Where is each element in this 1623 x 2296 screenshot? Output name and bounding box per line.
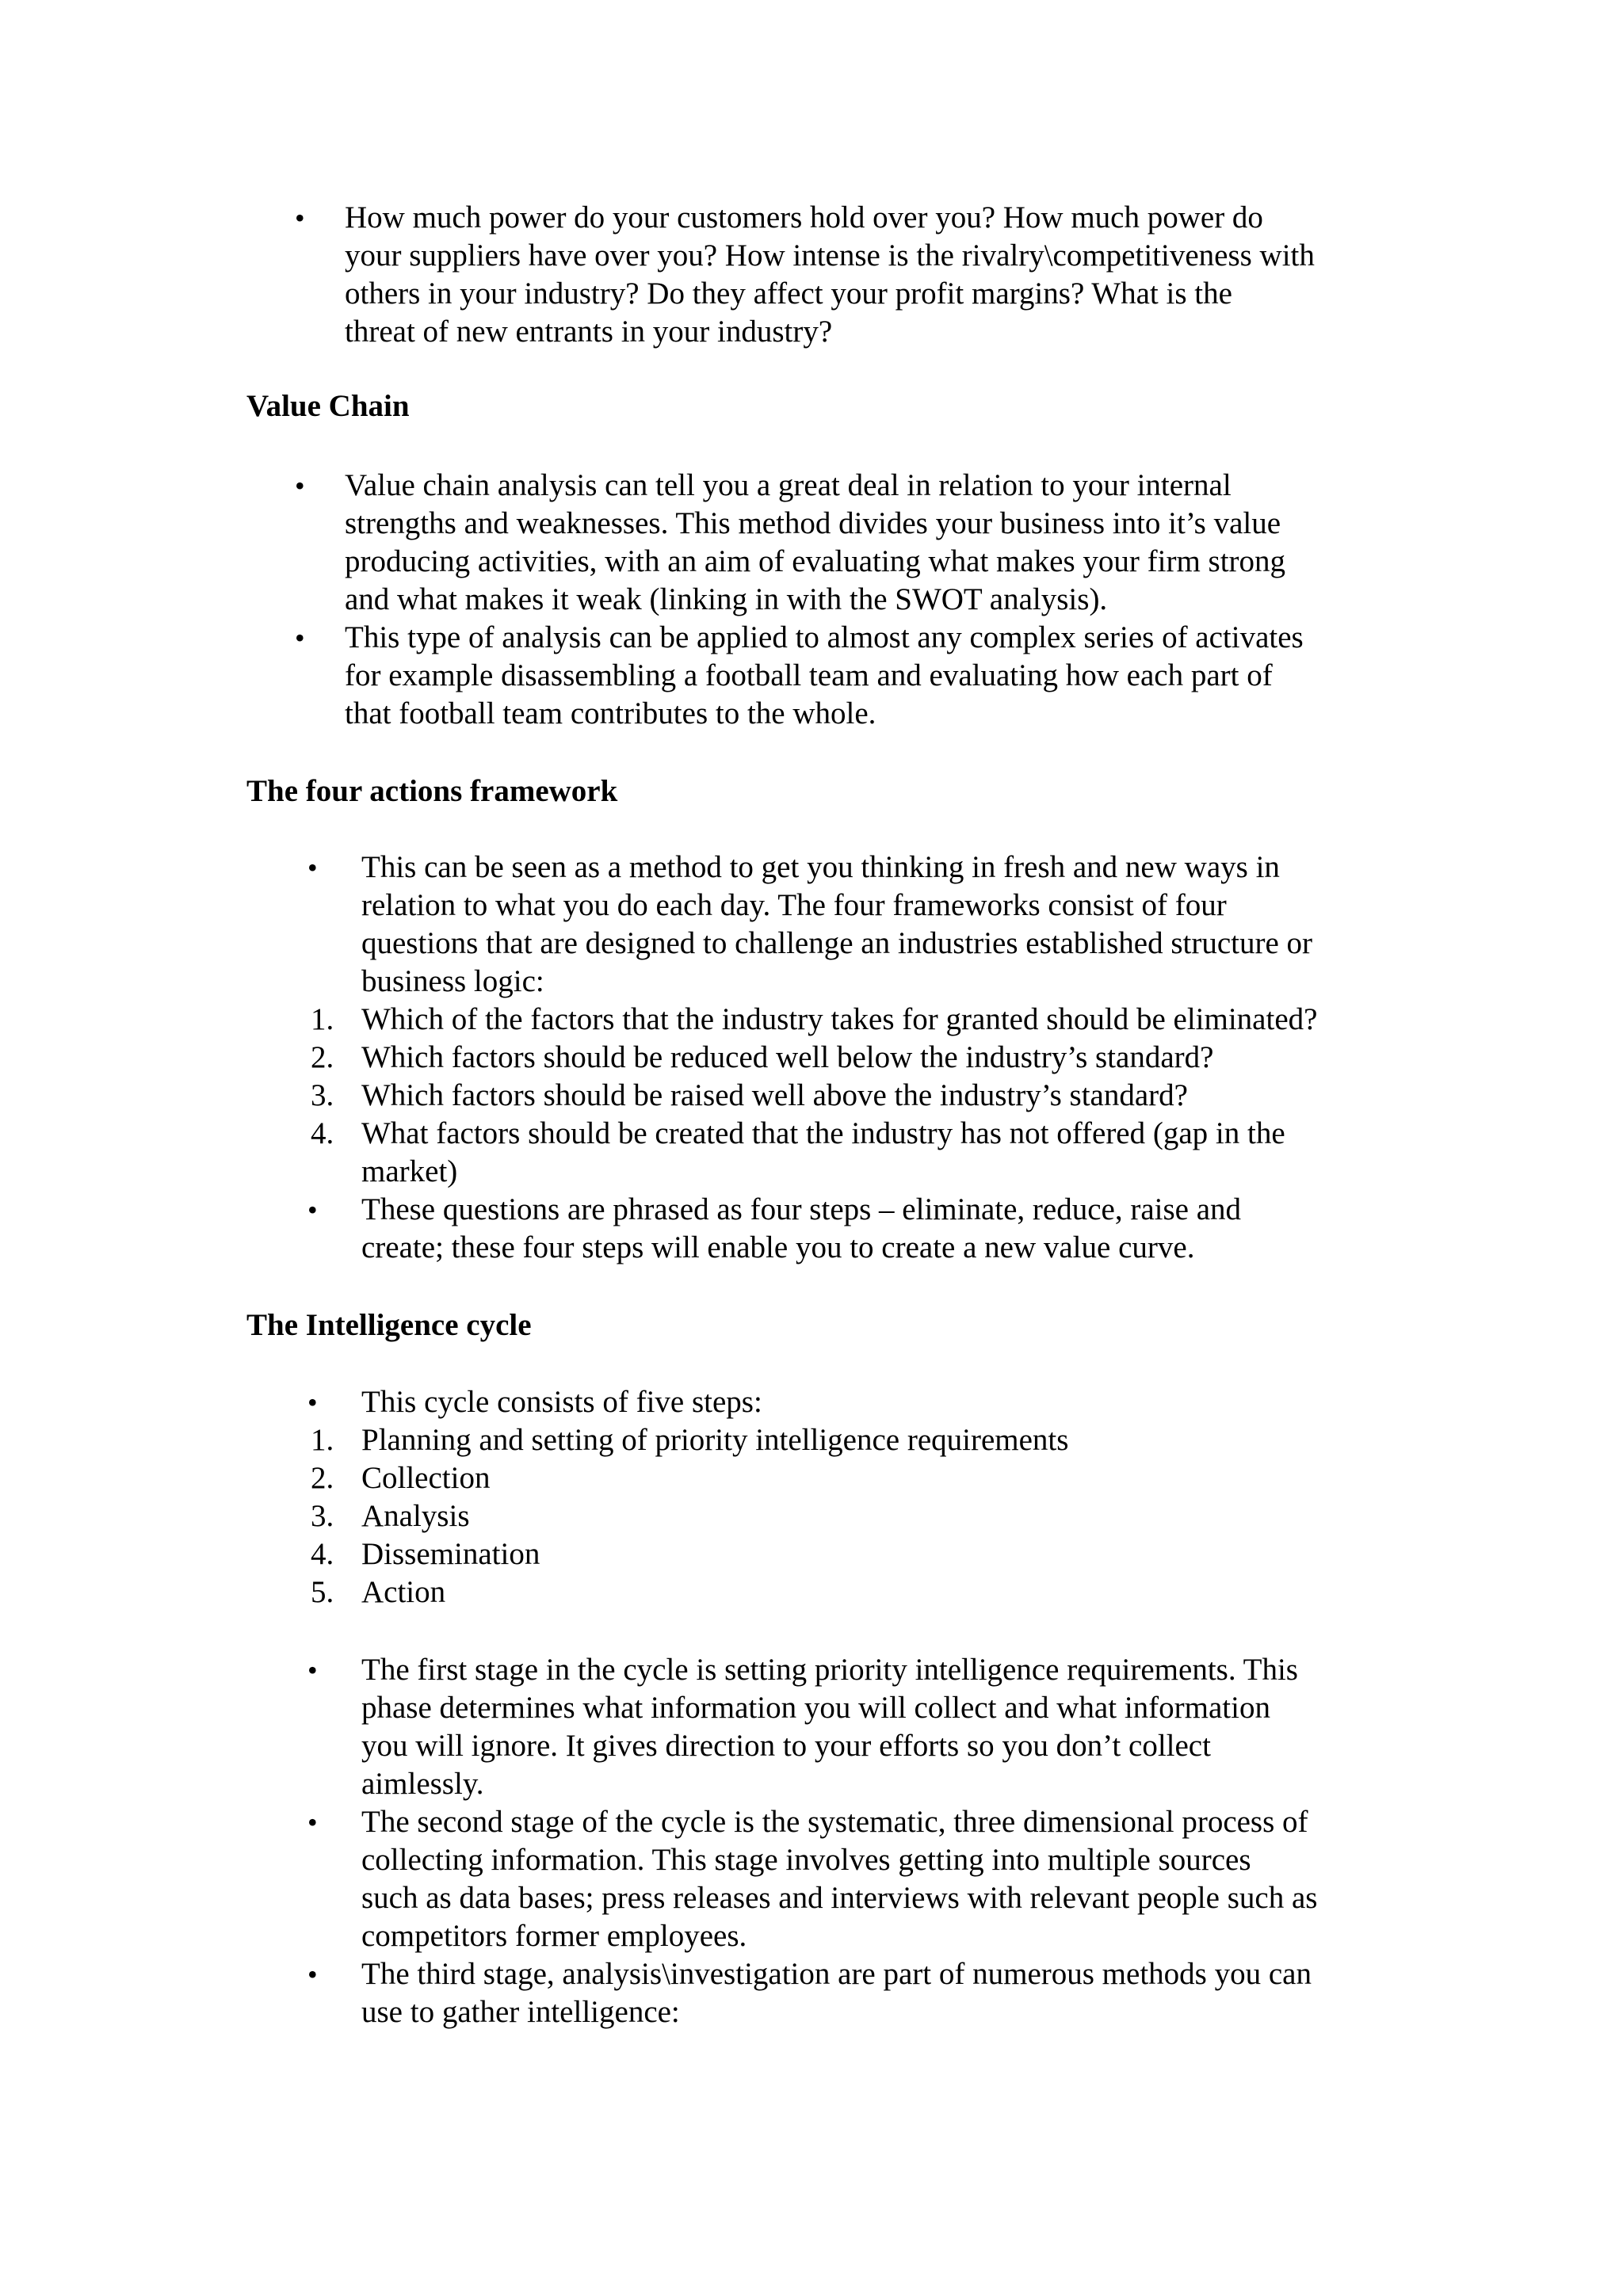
text-line: Collection	[361, 1461, 491, 1495]
list-item-text	[361, 1955, 1312, 2031]
text-line: Which of the factors that the industry takes for granted should be eliminated?	[361, 1002, 1318, 1036]
text-line: use to gather intelligence:	[361, 1995, 680, 2029]
text-line: you will ignore. It gives direction to your efforts so you don’t collect	[361, 1729, 1211, 1763]
text-line: The first stage in the cycle is setting priority intelligence requirements. This	[361, 1653, 1298, 1687]
text-line: Which factors should be reduced well below the industry’s standard?	[361, 1040, 1214, 1074]
text-line: your suppliers have over you? How intense is the rivalry\competitiveness with	[345, 238, 1315, 273]
text-line: How much power do your customers hold over you? How much power do	[345, 200, 1263, 235]
bullet-marker: •	[307, 852, 318, 883]
section-heading-value-chain: Value Chain	[246, 389, 410, 423]
text-line: collecting information. This stage involves getting into multiple sources	[361, 1843, 1251, 1877]
number-marker: 4.	[311, 1116, 334, 1150]
text-line: The second stage of the cycle is the systematic, three dimensional process of	[361, 1805, 1308, 1839]
bullet-marker: •	[307, 1386, 318, 1418]
list-item-text	[361, 1651, 1298, 1803]
text-line: phase determines what information you will collect and what information	[361, 1691, 1270, 1725]
text-line: questions that are designed to challenge an industries established structure or	[361, 926, 1312, 960]
list-item-text	[361, 1803, 1317, 1955]
text-line: that football team contributes to the whole.	[345, 696, 876, 730]
text-line: market)	[361, 1154, 458, 1188]
list-item-text	[361, 1115, 1285, 1191]
text-line: This type of analysis can be applied to almost any complex series of activates	[345, 620, 1304, 654]
text-line: relation to what you do each day. The four frameworks consist of four	[361, 888, 1227, 922]
text-line: and what makes it weak (linking in with the SWOT analysis).	[345, 582, 1108, 616]
bullet-marker: •	[307, 1806, 318, 1838]
text-line: competitors former employees.	[361, 1919, 747, 1953]
number-marker: 5.	[311, 1575, 334, 1609]
text-line: Dissemination	[361, 1537, 540, 1571]
list-item-text	[361, 1497, 470, 1535]
text-line: What factors should be created that the industry has not offered (gap in the	[361, 1116, 1285, 1150]
text-line: threat of new entrants in your industry?	[345, 315, 833, 349]
list-item-text	[361, 1039, 1213, 1077]
text-line: This can be seen as a method to get you thinking in fresh and new ways in	[361, 850, 1280, 884]
bullet-marker: •	[295, 470, 305, 502]
number-marker: 2.	[311, 1461, 334, 1495]
bullet-marker: •	[295, 202, 305, 234]
bullet-marker: •	[307, 1194, 318, 1226]
list-item-text	[361, 1191, 1241, 1267]
bullet-marker: •	[307, 1654, 318, 1686]
list-item-text	[361, 849, 1312, 1001]
section-heading-four-actions: The four actions framework	[246, 774, 618, 808]
list-item-text	[361, 1383, 762, 1421]
text-line: Action	[361, 1575, 446, 1609]
text-line: This cycle consists of five steps:	[361, 1385, 762, 1419]
number-marker: 1.	[311, 1002, 334, 1036]
list-item-text	[361, 1077, 1188, 1115]
text-line: These questions are phrased as four steps – eliminate, reduce, raise and	[361, 1192, 1242, 1226]
text-line: The third stage, analysis\investigation are part of numerous methods you can	[361, 1957, 1312, 1991]
bullet-marker: •	[295, 622, 305, 654]
text-line: Planning and setting of priority intelligence requirements	[361, 1423, 1069, 1457]
text-line: others in your industry? Do they affect your profit margins? What is the	[345, 277, 1232, 311]
text-line: strengths and weaknesses. This method divides your business into it’s value	[345, 506, 1281, 540]
list-item-text	[361, 1459, 490, 1497]
list-item-text	[361, 1421, 1068, 1459]
bullet-marker: •	[307, 1958, 318, 1990]
text-line: aimlessly.	[361, 1767, 484, 1801]
text-line: for example disassembling a football team and evaluating how each part of	[345, 658, 1273, 692]
list-item-text	[361, 1001, 1317, 1039]
number-marker: 2.	[311, 1040, 334, 1074]
list-item-text	[345, 467, 1285, 619]
text-line: such as data bases; press releases and interviews with relevant people such as	[361, 1881, 1318, 1915]
text-line: Value chain analysis can tell you a great deal in relation to your internal	[345, 468, 1232, 502]
text-line: business logic:	[361, 964, 544, 998]
text-line: create; these four steps will enable you to create a new value curve.	[361, 1230, 1195, 1264]
text-line: Analysis	[361, 1499, 470, 1533]
number-marker: 1.	[311, 1423, 334, 1457]
list-item-text	[361, 1535, 540, 1573]
number-marker: 4.	[311, 1537, 334, 1571]
number-marker: 3.	[311, 1078, 334, 1112]
list-item-text	[345, 199, 1315, 351]
text-line: Which factors should be raised well above the industry’s standard?	[361, 1078, 1188, 1112]
number-marker: 3.	[311, 1499, 334, 1533]
list-item-text	[345, 619, 1304, 733]
text-line: producing activities, with an aim of evaluating what makes your firm strong	[345, 544, 1286, 578]
list-item-text	[361, 1573, 445, 1611]
section-heading-intelligence-cycle: The Intelligence cycle	[246, 1308, 532, 1342]
